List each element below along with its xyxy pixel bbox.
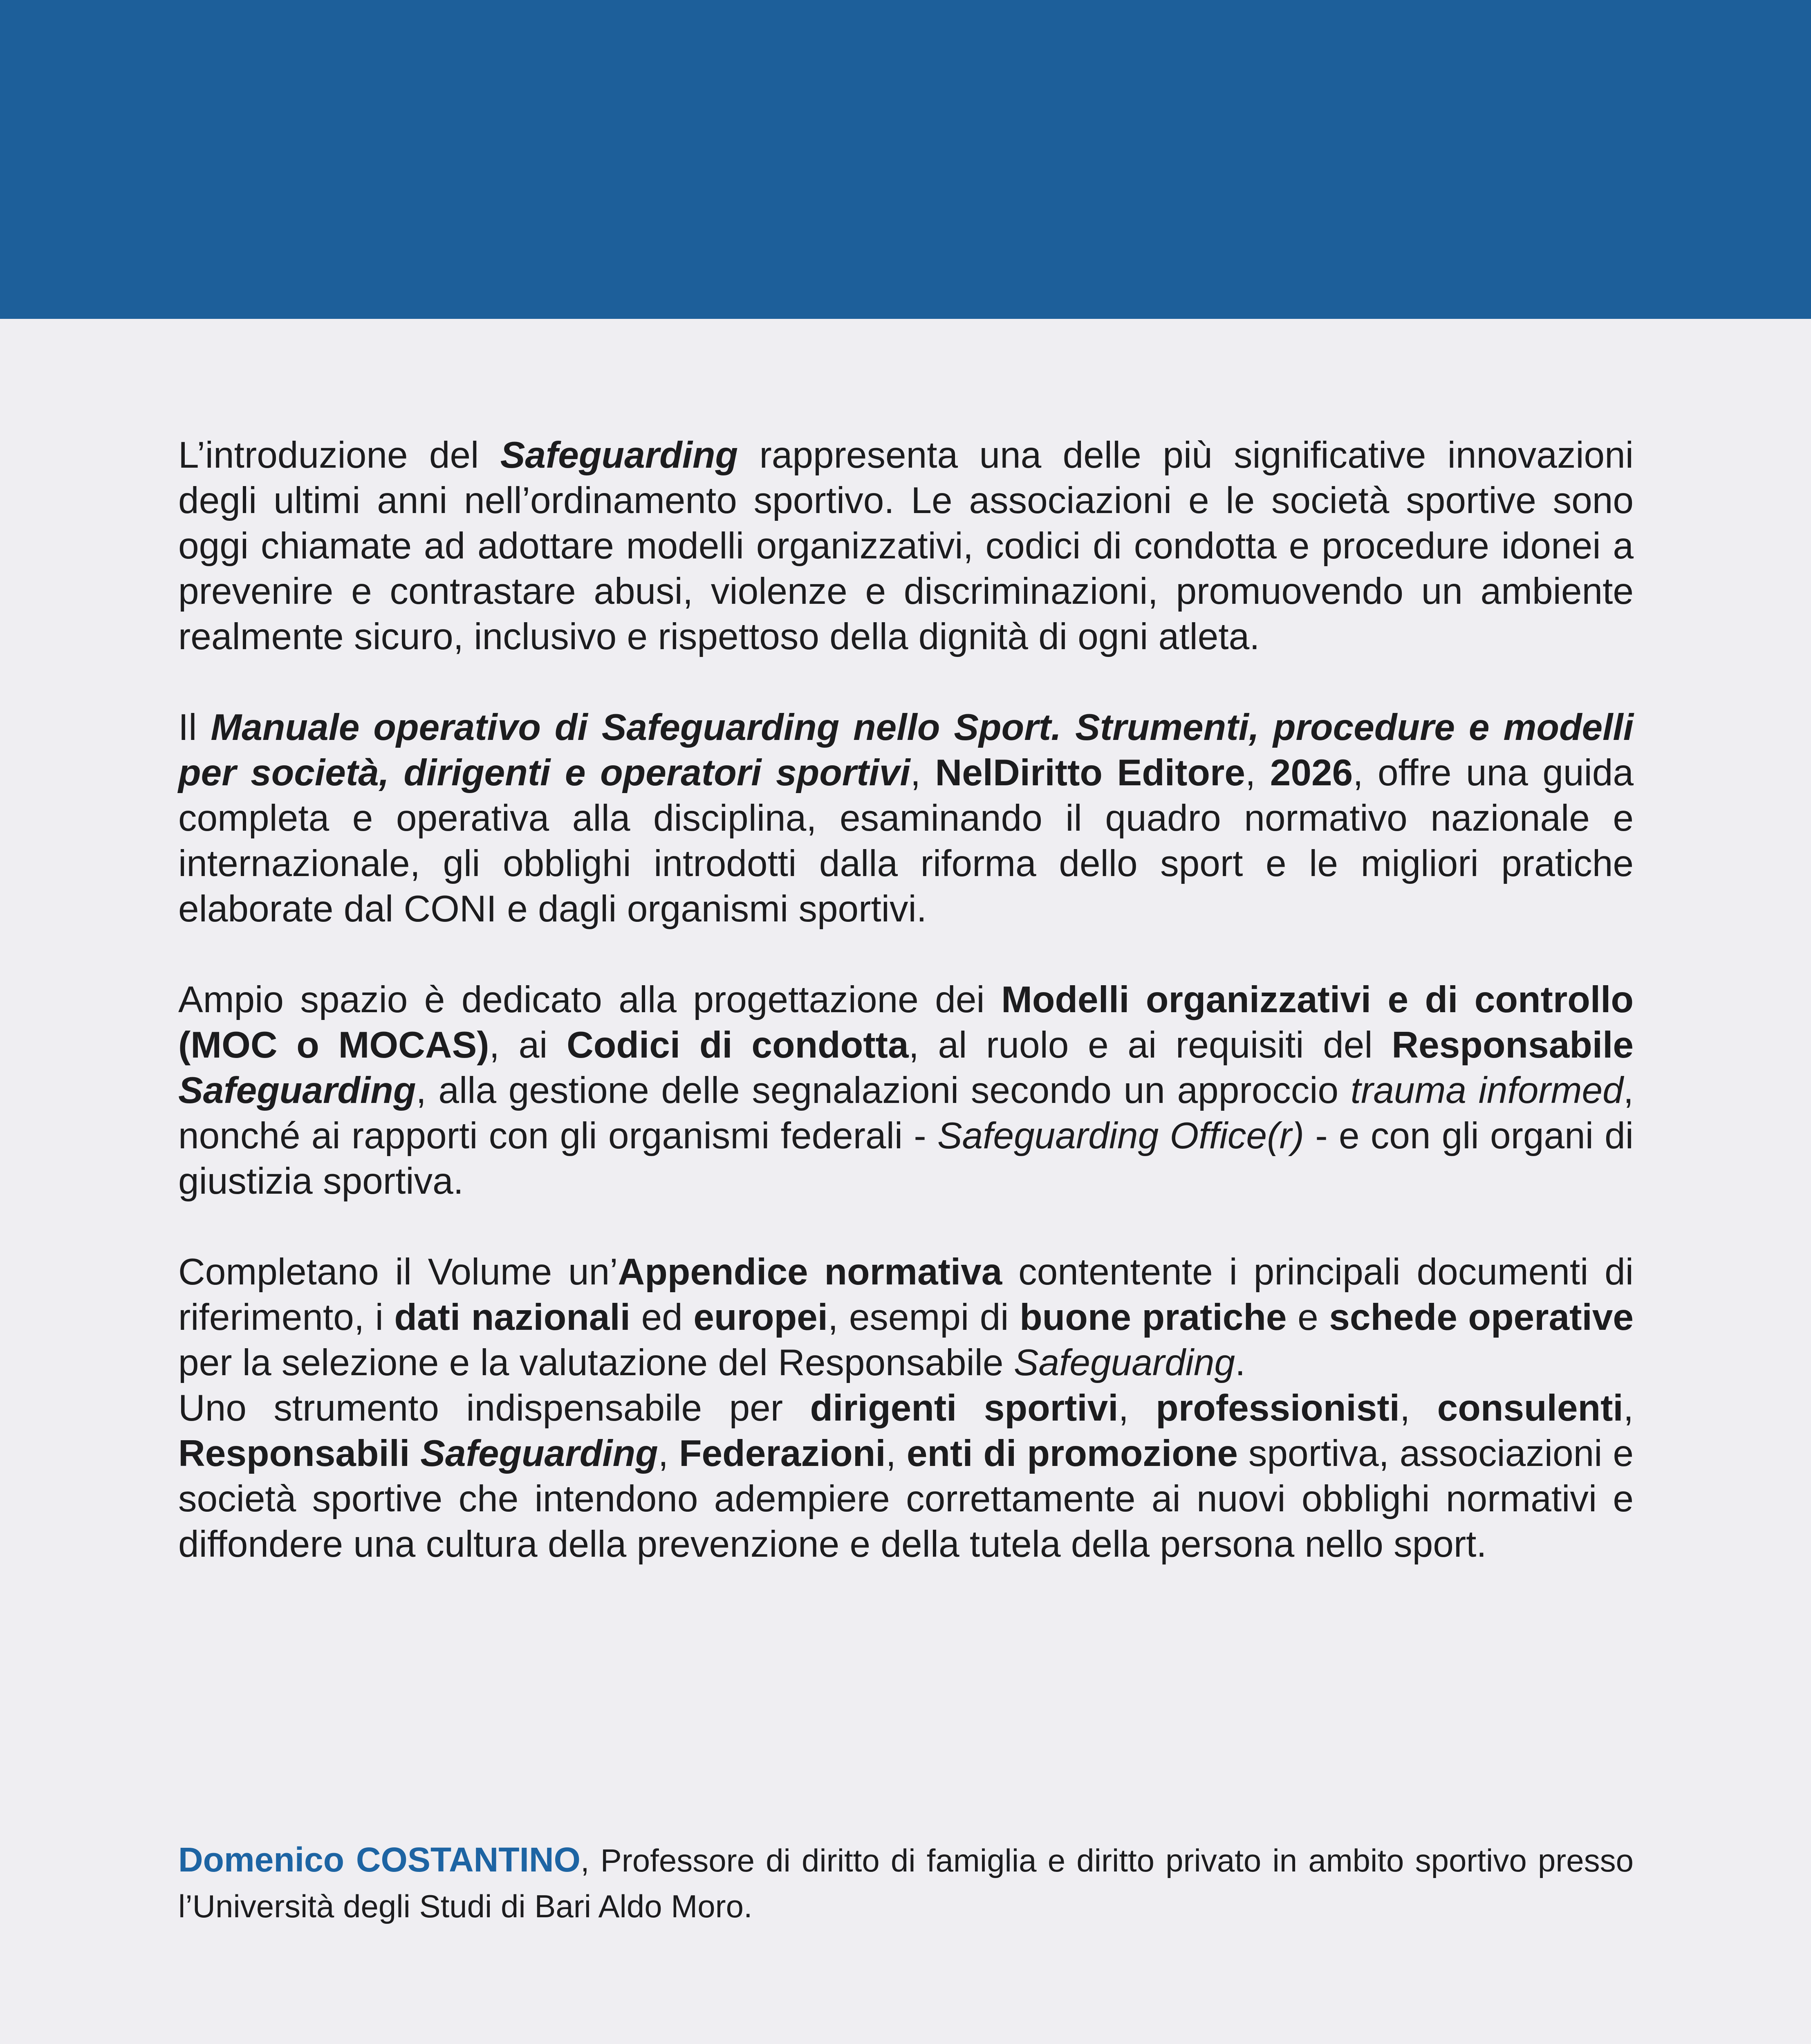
text-run: L’introduzione del xyxy=(178,435,500,476)
text-run: contentente i principali documenti di riferimento, i xyxy=(178,1251,1634,1338)
author-bio xyxy=(178,1837,1634,1929)
text-run: dati nazionali xyxy=(394,1297,631,1338)
back-cover-blurb xyxy=(178,433,1634,1567)
paragraph-audience xyxy=(178,1385,1634,1567)
paragraph-intro xyxy=(178,433,1634,659)
text-run: per la selezione e la valutazione del Responsabile xyxy=(178,1342,1014,1383)
text-run: Federazioni xyxy=(679,1433,886,1474)
text-run: NelDiritto Editore xyxy=(935,752,1245,793)
text-run: enti di promozione xyxy=(906,1433,1238,1474)
text-run: Modelli organizzativi e di controllo (MOC o MOCAS) xyxy=(178,979,1634,1066)
text-run: , ai xyxy=(489,1024,567,1066)
text-run: Safeguarding xyxy=(178,1070,416,1111)
text-run: Completano il Volume un’ xyxy=(178,1251,618,1293)
text-run: , offre una guida completa e operativa alla disciplina, esaminando il quadro normativo nazionale e internazionale, gli obblighi introdotti dalla riforma dello sport e le migliori pratiche elaborate dal CONI e dagli organismi sportivi. xyxy=(178,752,1634,930)
text-run: dirigenti sportivi xyxy=(810,1387,1118,1429)
text-run: professionisti xyxy=(1156,1387,1400,1429)
paragraph-appendix xyxy=(178,1249,1634,1385)
text-run: sportiva, associazioni e società sportive che intendono adempiere correttamente ai nuovi obblighi normativi e diffondere una cultura della prevenzione e della tutela della persona nello sport. xyxy=(178,1433,1634,1565)
author-description: , Professore di diritto di famiglia e diritto privato in ambito sportivo presso l’Università degli Studi di Bari Aldo Moro. xyxy=(178,1842,1634,1924)
text-run: , esempi di xyxy=(828,1297,1020,1338)
text-run: Safeguarding Office(r) xyxy=(937,1115,1304,1156)
text-run: Codici di condotta xyxy=(567,1024,909,1066)
text-run: trauma informed xyxy=(1350,1070,1623,1111)
text-run: Appendice normativa xyxy=(618,1251,1002,1293)
text-run: , xyxy=(910,752,935,793)
text-run: , xyxy=(1118,1387,1156,1429)
text-run: , xyxy=(1245,752,1270,793)
text-run: , xyxy=(1399,1387,1437,1429)
text-run: consulenti xyxy=(1437,1387,1623,1429)
text-run: , xyxy=(1623,1387,1634,1429)
text-run: , xyxy=(658,1433,679,1474)
paragraph-manual xyxy=(178,705,1634,932)
text-run: - e con gli organi di giustizia sportiva. xyxy=(178,1115,1634,1202)
text-run: , nonché ai rapporti con gli organismi federali - xyxy=(178,1070,1634,1156)
text-run: Manuale operativo di Safeguarding nello Sport. Strumenti, procedure e modelli per società, dirigenti e operatori sportivi xyxy=(178,707,1634,793)
text-run: schede operative xyxy=(1329,1297,1634,1338)
text-run: Il xyxy=(178,707,211,748)
text-run: rappresenta una delle più significative innovazioni degli ultimi anni nell’ordinamento sportivo. Le associazioni e le società sportive sono oggi chiamate ad adottare modelli organizzativi, codici di condotta e procedure idonei a prevenire e contrastare abusi, violenze e discriminazioni, promuovendo un ambiente realmente sicuro, inclusivo e rispettoso della dignità di ogni atleta. xyxy=(178,435,1634,657)
text-run: buone pratiche xyxy=(1020,1297,1287,1338)
text-run: Responsabili xyxy=(178,1433,421,1474)
text-run: e xyxy=(1287,1297,1329,1338)
text-run: 2026 xyxy=(1270,752,1353,793)
text-run: , al ruolo e ai requisiti del xyxy=(908,1024,1392,1066)
text-run: Safeguarding xyxy=(500,435,738,476)
text-run: , alla gestione delle segnalazioni secondo un approccio xyxy=(416,1070,1351,1111)
text-run: Uno strumento indispensabile per xyxy=(178,1387,810,1429)
author-name: Domenico COSTANTINO xyxy=(178,1840,581,1879)
text-run: Safeguarding xyxy=(420,1433,658,1474)
text-run: , xyxy=(885,1433,907,1474)
text-run: . xyxy=(1235,1342,1246,1383)
paragraph-scope xyxy=(178,977,1634,1204)
top-color-band xyxy=(0,0,1811,319)
text-run: Ampio spazio è dedicato alla progettazione dei xyxy=(178,979,1002,1020)
text-run: Safeguarding xyxy=(1013,1342,1235,1383)
text-run: europei xyxy=(693,1297,828,1338)
text-run: ed xyxy=(630,1297,694,1338)
text-run: Responsabile xyxy=(1392,1024,1634,1066)
